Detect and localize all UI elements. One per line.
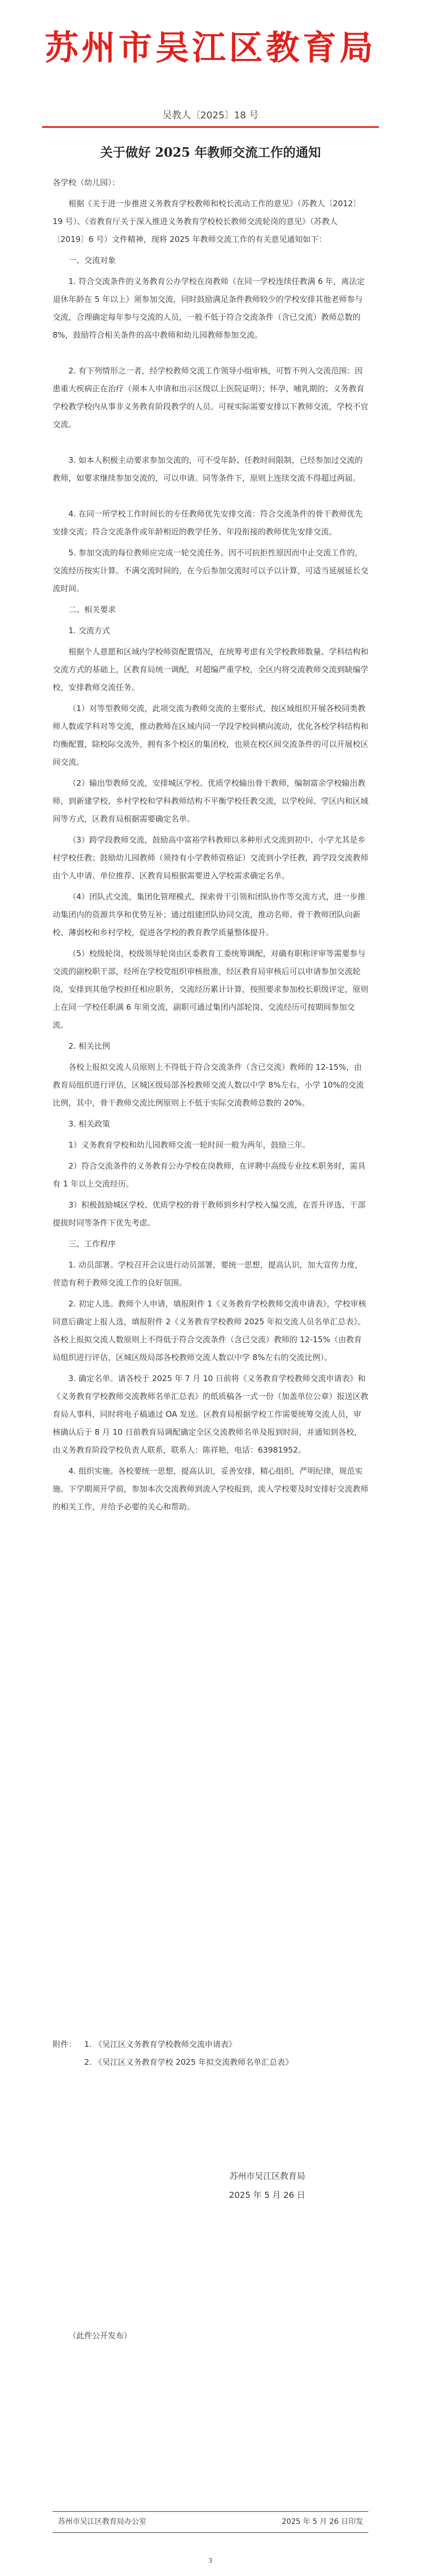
header-red-rule [42,126,379,128]
section-2-paragraph-2: （1）对等型教师交流，此项交流为教师交流的主要形式，按区域组织开展各校同类教师人数或学科对等交流，推动教师在区域内同一学段学校间横向流动，优化各校学科结构和均衡配置，除校际交流外，拥有多个校区的集团校，也须在校区间交流条件的可以开展校区间交流。 [53,704,369,767]
section-3-item-1: 1. 动员部署。学校召开会议进行动员部署，要统一思想，提高认识，加大宣传力度，营造有利于教师交流工作的良好氛围。 [53,1260,363,1287]
attachment-item: 2. 《吴江区义务教育学校 2025 年拟交流教师名单汇总表》 [84,2057,293,2067]
section-3-item-2: 2. 初定人选。教师个人申请，填报附件 1《义务教育学校教师交流申请表》，学校审核同意后确定上报人选，填报附件 2《义务教育学校教师 2025 年拟交流人员名单汇总表》。各校上报拟交流人数原则上不得低于符合交流条件（含已交流）教师的 12-15%（由教育局组织进行评估，区城区级局部各校教师交流人数以中学 8%左右的交流比例）。 [53,1299,366,1362]
signature-block [0,2167,305,2205]
intro-paragraph: 根据《关于进一步推进义务教育学校教师和校长流动工作的意见》（苏教人〔2012〕19 号）、《省教育厅关于深入推进义务教育学校校长教师交流轮岗的意见》（苏教人〔2019〕6 号）文件精神，现将 2025 年教师交流工作的有关意见通知如下： [53,199,361,244]
footer-office: 苏州市吴江区教育局办公室 [58,2518,146,2526]
attachment-item: 1. 《吴江区义务教育学校教师交流申请表》 [84,2040,237,2049]
attachments-block [53,2035,368,2071]
section-2-paragraph-3: （2）输出型教师交流，安排城区学校、优质学校输出骨干教师，编制富余学校输出教师，到新建学校、乡村学校和学科教师结构不平衡学校任教交流，以学校间、学区内和区域间等方式，区教育局根据需要确定名单。 [53,778,369,824]
section-2-paragraph-10: 3）积极鼓励城区学校、优质学校的骨干教师到乡村学校入编交流，在晋升评选、干部提拔时同等条件下优先考虑。 [53,1200,366,1228]
section-1-item-4: 4. 在同一所学校工作时间长的专任教师优先安排交流：符合交流条件的骨干教师优先安排交流；符合交流条件或年龄相近的教学任务、年段衔接的教师优先安排交流。 [53,509,363,536]
document-body [53,174,368,1519]
footer-print-date: 2025 年 5 月 26 日印发 [282,2518,363,2526]
footer-rule-bottom [53,2532,368,2533]
section-1-item-5: 5. 参加交流的每位教师应完成一轮交流任务。因不可抗拒性原因而中止交流工作的，交流经历按实计算。不满交流时间的，在今后参加交流时可以予以计算，可适当延展延长交流时间。 [53,548,369,593]
signature-org: 苏州市吴江区教育局 [229,2171,305,2181]
section-2-paragraph-7: 各校上报拟交流人员原则上不得低于符合交流条件（含已交流）教师的 12-15%，由教育局组织进行评估，区城区级局部各校教师交流人数以中学 8%左右，小学 10%的交流比例，其中，骨干教师交流比例原则上不低于实际交流教师总数的 20%。 [53,1062,364,1108]
section-3-item-4: 4. 组织实施。各校要统一思想，提高认识，妥善安排，精心组织，严明纪律，规范实施。下学期须开学前，参加本次交流教师到流入学校报到，流入学校要及时安排好交流教师的相关工作，并给予必要的关心和帮助。 [53,1466,369,1512]
footer-rule-top [53,2511,368,2512]
issuer-header: 苏州市吴江区教育局 [45,29,376,68]
document-number: 吴教人〔2025〕18 号 [162,110,259,121]
section-2-sub-1: 1. 交流方式 [68,626,111,635]
section-1-item-1: 1. 符合交流条件的义务教育公办学校在岗教师（在同一学校连续任教满 6 年，离法定退休年龄在 5 年以上）须参加交流，同时鼓励满足条件教师较少的学校安排其他老师参与交流，合理确定每年参与交流的人员，一般不低于符合交流条件（含已交流）教师总数的 8%，鼓励符合相关条件的高中教师和幼儿园教师参加交流。 [53,277,365,340]
page-number: 3 [208,2557,213,2564]
section-2-title: 二、相关要求 [68,605,116,614]
section-1-item-3: 3. 如本人积极主动要求参加交流的，可不受年龄、任教时间限制，已经参加过交流的教师，如要求继续参加交流的，可以申请。同等条件下，原则上连续交流不得超过两届。 [53,455,363,483]
salutation: 各学校（幼儿园）： [53,178,120,187]
section-2-paragraph-4: （3）跨学段教师交流，鼓励高中富裕学科教师以多种形式交流到初中、小学尤其是乡村学校任教；鼓励幼儿园教师（须持有小学教师资格证）交流到小学任教，跨学段交流教师由个人申请、单位推荐、区教育局根据需要进入学校需求确定名单。 [53,835,369,880]
section-2-sub-2: 2. 相关比例 [68,1041,111,1051]
section-3-title: 三、工作程序 [68,1239,116,1249]
section-2-paragraph-5: （4）团队式交流，集团化管理模式，探索骨干引领和团队协作等交流方式，进一步推动集团内的资源共享和优势互补；通过组建团队协同交流，推动名师、骨干教师团队向新校、薄弱校和乡村学校，促进各学校的教育教学质量整体提升。 [53,892,366,937]
section-1-title: 一、交流对象 [68,256,116,265]
public-release-note: （此件公开发布） [68,2331,132,2340]
section-2-paragraph-1: 根据个人意愿和区域内学校师资配置情况，在统筹考虑有关学校教师数量、学科结构和交流方式的基础上，区教育局统一调配，对超编严重学校，全区内将交流教师交流到缺编学校，安排教师交流任务。 [53,647,369,692]
section-2-sub-3: 3. 相关政策 [68,1119,111,1129]
section-3-item-3: 3. 确定名单。请各校于 2025 年 7 月 10 日前将《义务教育学校教师交流申请表》和《义务教育学校教师交流教师名单汇总表》的纸质稿各一式一份（加盖单位公章）报送区教育局人事科，同时将电子稿通过 OA 发送。区教育局根据学校工作需要统筹交流人员，审核确认后于 8 月 10 日前教育局调配确定全区交流教师名单及报到时间，并通知到各校，由义务教育阶段学校负责人联系，联系人：陈祥艳，电话：63981952。 [53,1374,369,1455]
section-1-item-2: 2. 有下列情形之一者，经学校教师交流工作领导小组审核，可暂不列入交流范围：因患重大疾病正在治疗（须本人申请和出示区级以上医院证明）；怀孕、哺乳期的；义务教育学校教学校内从事非义务教育阶段教学的人员。可视实际需要安排以下教师交流，学校不宜交流。 [53,366,369,429]
document-subject: 关于做好 2025 年教师交流工作的通知 [100,145,321,160]
section-2-paragraph-8: 1）义务教育学校和幼儿园教师交流一轮时间一般为两年，鼓励三年。 [68,1140,310,1150]
signature-date: 2025 年 5 月 26 日 [229,2190,305,2200]
attachments-label: 附件： [53,2040,77,2049]
section-2-paragraph-9: 2）符合交流条件的义务教育公办学校在岗教师，在评聘中高级专业技术职务时，需具有 1 年以上交流经历。 [53,1161,366,1189]
section-2-paragraph-6: （5）校级轮岗，校级领导轮岗由区委教育工委统筹调配，对确有职称评审等需要参与交流的副校职干部，经所在学校党组织审核批准，经区教育局审核后可以申请参加交流轮岗，安排到其他学校担任相应职务，交流经历累计计算，按照要求参加校长职级评定，原则上在同一学校任职满 6 年须交流，副职可通过集团内部轮岗、交流经历可按期间参加交流。 [53,949,369,1030]
